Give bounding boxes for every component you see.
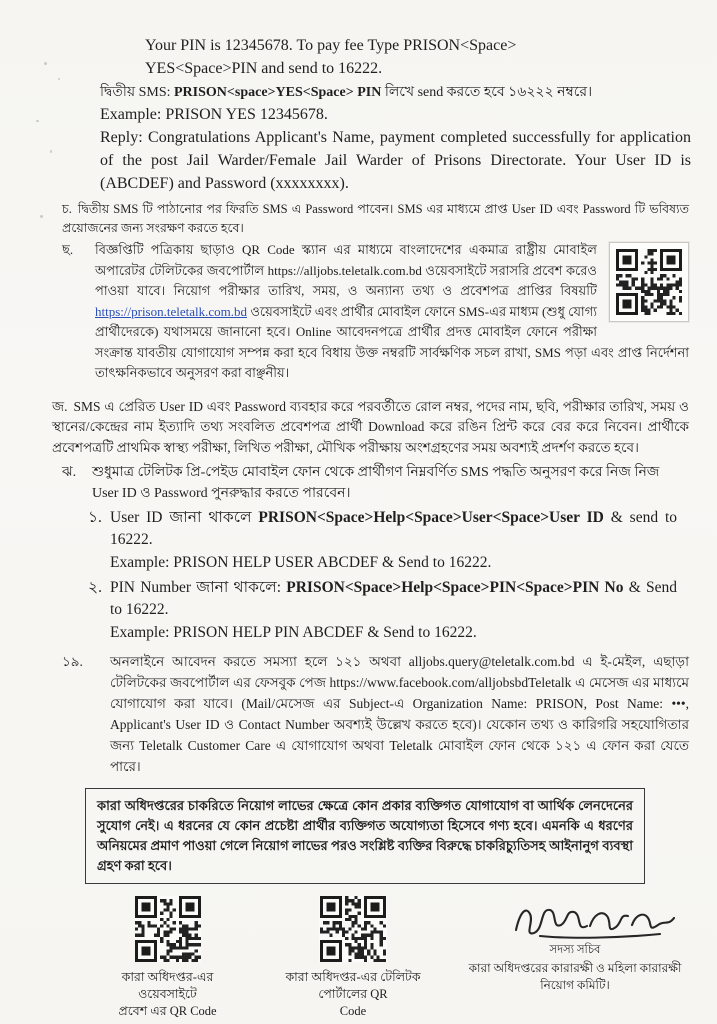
pin-instruction-line2: YES<Space>PIN and send to 16222.	[145, 60, 383, 77]
item-nineteen-label: ১৯.	[62, 654, 83, 669]
recovery-step-userid-text	[110, 507, 677, 551]
scan-speckle	[40, 215, 43, 218]
pin-instruction-line1: Your PIN is 12345678. To pay fee Type PRISON<Space>	[145, 37, 517, 54]
recovery-step-pin-example: Example: PRISON HELP PIN ABCDEF & Send to 16222.	[110, 624, 477, 641]
item-chha-label: ছ.	[62, 242, 74, 257]
scan-speckle	[58, 78, 60, 80]
text-segment: & Send to 16222.	[110, 579, 677, 618]
signatory-title: সদস্য সচিব	[549, 944, 601, 956]
recovery-step-userid	[88, 507, 677, 551]
item-ja-label: জ.	[52, 398, 68, 414]
text-segment: PIN Number জানা থাকলে:	[110, 579, 287, 596]
committee-name: কারা অধিদপ্তরের কারারক্ষী ও মহিলা কারারক্ষী নিয়োগ কমিটি।	[468, 961, 682, 992]
text-segment: লিখে send করতে হবে ১৬২২২ নম্বরে।	[381, 85, 593, 100]
handwritten-signature	[510, 896, 680, 944]
no-personal-contact-warning-box: কারা অধিদপ্তরের চাকরিতে নিয়োগ লাভের ক্ষেত্রে কোন প্রকার ব্যক্তিগত যোগাযোগ বা আর্থিক লেনদেনের সুযোগ নেই। এ ধরনের যে কোন প্রচেষ্টা প্রার্থীর ব্যক্তিগত অযোগ্যতা হিসেবে গণ্য হবে। এমনকি এ ধরণের অনিয়মের প্রমাণ পাওয়া গেলে নিয়োগ লাভের পরও সংশ্লিষ্ট ব্যক্তির বিরুদ্ধে চাকরিচ্যুতিসহ আইনানুগ ব্যবস্থা গ্রহণ করা হবে।	[85, 788, 645, 884]
payment-example-text: Example: PRISON YES 12345678.	[100, 106, 328, 123]
item-jha-text: শুধুমাত্র টেলিটক প্রি-পেইড মোবাইল ফোন থেকে প্রার্থীগণ নিম্নবর্ণিত SMS পদ্ধতি অনুসরণ করে নিজ নিজ User ID ও Password পুনরুদ্ধার করতে পারবেন।	[92, 465, 660, 501]
recovery-step-pin-text	[110, 577, 677, 621]
item-chha	[62, 240, 689, 384]
teletalk-portal-qr-code-icon	[319, 896, 387, 962]
text-segment: PRISON<Space>Help<Space>PIN<Space>PIN No	[286, 579, 624, 596]
text-segment: বিজ্ঞপ্তিটি পত্রিকায় ছাড়াও QR Code স্ক্যান এর মাধ্যমে বাংলাদেশের একমাত্র রাষ্ট্রীয় মোবাইল অপারেটর টেলিটকের জবপোর্টাল https://alljobs.teletalk.com.bd ওয়েবসাইটে সরাসরি প্রবেশ করেও পাওয়া যাবে। নিয়োগ পরীক্ষার তারিখ, সময়, ও অন্যান্য তথ্য ও প্রবেশপত্র প্রাপ্তির বিষয়টি	[95, 242, 597, 298]
item-cha-text: দ্বিতীয় SMS টি পাঠানোর পর ফিরতি SMS এ Password পাবেন। SMS এর মাধ্যমে প্রাপ্ত User ID এবং Password টি ভবিষ্যত প্রয়োজনের জন্য সংরক্ষণ করতে হবে।	[62, 202, 689, 235]
text-segment: User ID জানা থাকলে	[110, 509, 259, 526]
alljobs-portal-qr-code-icon	[616, 249, 682, 315]
text-segment: PRISON<Space>Help<Space>User<Space>User ID	[258, 509, 604, 526]
recovery-step-pin-number: ২.	[88, 579, 102, 596]
recovery-step-pin	[88, 577, 677, 621]
item-chha-text	[95, 240, 689, 384]
website-qr-code-icon	[135, 896, 201, 962]
text-segment: দ্বিতীয় SMS:	[100, 85, 174, 100]
teletalk-portal-qr-block	[283, 896, 423, 1020]
item-cha	[62, 200, 689, 237]
website-qr-block	[100, 896, 235, 1020]
payment-reply-paragraph: Reply: Congratulations Applicant's Name, payment completed successfully for application of the post Jail Warder/Female Jail Warder of Prisons Directorate. Your User ID is (ABCDEF) and Password (xxxxxxxx).	[100, 129, 691, 192]
bottom-section	[0, 896, 717, 1024]
prison-teletalk-url-link[interactable]: https://prison.teletalk.com.bd	[95, 303, 248, 319]
website-qr-caption: কারা অধিদপ্তর-এর ওয়েবসাইটে প্রবেশ এর QR Code	[118, 970, 217, 1018]
item-ja-text: SMS এ প্রেরিত User ID এবং Password ব্যবহার করে পরবর্তীতে রোল নম্বর, পদের নাম, ছবি, পরীক্ষার তারিখ, সময় ও স্থানের/কেন্দ্রের নাম ইত্যাদি তথ্য সংবলিত প্রবেশপত্র প্রার্থী Download করে রঙিন প্রিন্ট করে বের করে নিবেন। প্রার্থীকে প্রবেশপত্রটি প্রাথমিক স্বাস্থ্য পরীক্ষা, লিখিত পরীক্ষা, মৌখিক পরীক্ষায় অংশগ্রহণের সময় অবশ্যই প্রদর্শণ করতে হবে।	[52, 398, 689, 455]
scan-speckle	[44, 62, 47, 65]
recovery-step-userid-example: Example: PRISON HELP USER ABCDEF & Send to 16222.	[110, 554, 492, 571]
item-ja	[52, 397, 689, 459]
text-segment: ওয়েবসাইটে এবং প্রার্থীর মোবাইল ফোনে SMS-এর মাধ্যম (শুধু যোগ্য প্রার্থীদেরকে) যথাসময়ে জানানো হবে। Online আবেদনপত্রে প্রার্থীর প্রদত্ত মোবাইল ফোনে পরীক্ষা সংক্রান্ত যাবতীয় যোগাযোগ সম্পন্ন করা হবে বিধায় উক্ত নম্বরটি সার্বক্ষণিক সচল রাখা, SMS পড়া এবং প্রাপ্ত নির্দেশনা তাৎক্ষনিকভাবে অনুসরণ করা বাঞ্ছনীয়।	[95, 303, 689, 380]
scan-speckle	[36, 120, 39, 122]
item-jha-label: ঝ.	[62, 465, 77, 480]
signature-block	[455, 896, 695, 994]
item-nineteen	[62, 651, 689, 777]
second-sms-instruction	[100, 82, 689, 103]
item-chha-rich-text	[95, 242, 689, 380]
item-jha	[62, 463, 689, 504]
text-segment: PRISON<space>YES<Space> PIN	[174, 85, 382, 100]
item-cha-label: চ.	[62, 202, 72, 216]
newspaper-qr-frame	[609, 242, 689, 322]
recovery-step-userid-number: ১.	[88, 509, 102, 526]
scan-speckle	[50, 150, 52, 153]
text-segment: & send to 16222.	[110, 509, 678, 548]
teletalk-qr-caption: কারা অধিদপ্তর-এর টেলিটক পোর্টালের QR Code	[285, 970, 421, 1018]
item-nineteen-text: অনলাইনে আবেদন করতে সমস্যা হলে ১২১ অথবা alljobs.query@teletalk.com.bd এ ই-মেইল, এছাড়া টেলিটকের জবপোর্টাল এর ফেসবুক পেজ https://www.facebook.com/alljobsbdTeletalk এ মেসেজ এর মাধ্যমে যোগাযোগ করা যাবে। (Mail/মেসেজ এর Subject-এ Organization Name: PRISON, Post Name: •••, Applicant's User ID ও Contact Number অবশ্যই উল্লেখ করতে হবে)। যেকোন তথ্য ও কারিগরি সহযোগিতার জন্য Teletalk Customer Care এ যোগাযোগ অথবা Teletalk মোবাইল ফোন থেকে ১২১ এ ফোন করা যেতে পারে।	[110, 654, 689, 774]
